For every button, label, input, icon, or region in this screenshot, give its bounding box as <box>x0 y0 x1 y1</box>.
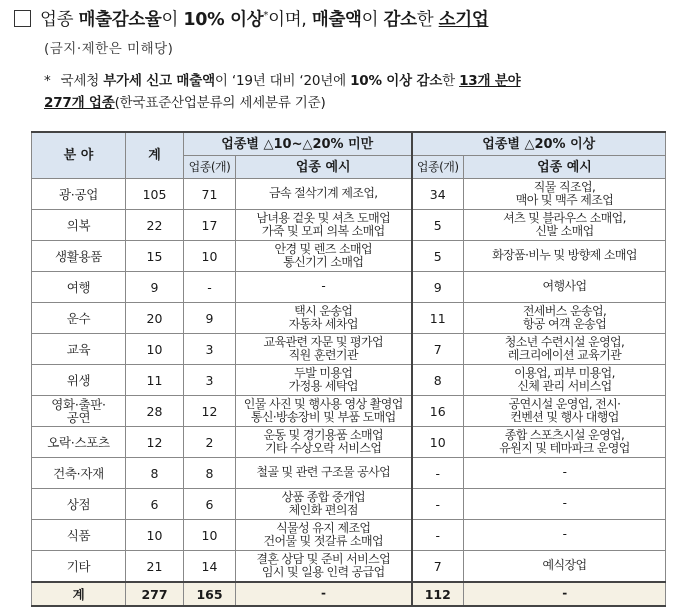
cell-e1: 결혼 상담 및 준비 서비스업 임시 및 일용 인력 공급업 <box>236 551 412 583</box>
cell-c1: 3 <box>184 334 236 365</box>
header-example-1: 업종 예시 <box>236 156 412 179</box>
section-heading <box>14 6 488 31</box>
cell-c1: 71 <box>184 179 236 210</box>
header-example-2: 업종 예시 <box>464 156 666 179</box>
cell-field: 상점 <box>32 489 126 520</box>
cell-total: 20 <box>126 303 184 334</box>
cell-c1: - <box>184 272 236 303</box>
cell-total: 10 <box>126 334 184 365</box>
cell-c1: 14 <box>184 551 236 583</box>
header-group-10-20: 업종별 △10~△20% 미만 <box>184 132 412 156</box>
cell-e2: 셔츠 및 블라우스 소매업, 신발 소매업 <box>464 210 666 241</box>
cell-field: 광·공업 <box>32 179 126 210</box>
cell-c1: 165 <box>184 582 236 606</box>
cell-e2: 청소년 수련시설 운영업, 레크리에이션 교육기관 <box>464 334 666 365</box>
table-row <box>32 272 666 303</box>
cell-e2: - <box>464 489 666 520</box>
cell-c1: 8 <box>184 458 236 489</box>
cell-c2: 9 <box>412 272 464 303</box>
cell-field: 여행 <box>32 272 126 303</box>
cell-c2: - <box>412 520 464 551</box>
table-total-row <box>32 582 666 606</box>
cell-field: 운수 <box>32 303 126 334</box>
table-row <box>32 396 666 427</box>
cell-field: 생활용품 <box>32 241 126 272</box>
cell-total: 22 <box>126 210 184 241</box>
header-count-2: 업종(개) <box>412 156 464 179</box>
cell-e1: 금속 절삭기계 제조업, <box>236 179 412 210</box>
cell-c2: 5 <box>412 241 464 272</box>
cell-field: 오락·스포츠 <box>32 427 126 458</box>
cell-field: 기타 <box>32 551 126 583</box>
cell-e1: 상품 종합 중개업 체인화 편의점 <box>236 489 412 520</box>
cell-total: 12 <box>126 427 184 458</box>
table-row <box>32 303 666 334</box>
cell-total: 8 <box>126 458 184 489</box>
cell-e2: 전세버스 운송업, 항공 여객 운송업 <box>464 303 666 334</box>
cell-c2: 11 <box>412 303 464 334</box>
cell-c2: 5 <box>412 210 464 241</box>
table-row <box>32 427 666 458</box>
cell-c1: 2 <box>184 427 236 458</box>
table-row <box>32 334 666 365</box>
subtitle: (금지·제한은 미해당) <box>44 41 174 57</box>
cell-e2: - <box>464 520 666 551</box>
cell-e1: 철골 및 관련 구조물 공사업 <box>236 458 412 489</box>
cell-c2: 7 <box>412 334 464 365</box>
cell-c1: 3 <box>184 365 236 396</box>
cell-total: 28 <box>126 396 184 427</box>
cell-e2: 화장품·비누 및 방향제 소매업 <box>464 241 666 272</box>
cell-total: 15 <box>126 241 184 272</box>
table-row <box>32 489 666 520</box>
checkbox-square-icon <box>14 10 31 27</box>
cell-c2: 10 <box>412 427 464 458</box>
cell-field: 건축·자재 <box>32 458 126 489</box>
cell-e1: 교육관련 자문 및 평가업 직원 훈련기관 <box>236 334 412 365</box>
cell-total: 6 <box>126 489 184 520</box>
cell-e1: 택시 운송업 자동차 세차업 <box>236 303 412 334</box>
footnote: * 국세청 부가세 신고 매출액이 ‘19년 대비 ‘20년에 10% 이상 감소한 13개 분야 277개 업종(한국표준산업분류의 세세분류 기준) <box>44 73 521 111</box>
industry-table <box>31 131 666 607</box>
cell-e2: 직물 직조업, 맥아 및 맥주 제조업 <box>464 179 666 210</box>
cell-c2: 16 <box>412 396 464 427</box>
cell-c2: 7 <box>412 551 464 583</box>
cell-c2: 34 <box>412 179 464 210</box>
cell-e1: - <box>236 272 412 303</box>
cell-c1: 12 <box>184 396 236 427</box>
header-field: 분 야 <box>32 132 126 179</box>
cell-total: 10 <box>126 520 184 551</box>
table-row <box>32 520 666 551</box>
table-row <box>32 210 666 241</box>
cell-e1: 운동 및 경기용품 소매업 기타 수상오락 서비스업 <box>236 427 412 458</box>
cell-c1: 10 <box>184 241 236 272</box>
cell-e1: 인물 사진 및 행사용 영상 촬영업 통신·방송장비 및 부품 도매업 <box>236 396 412 427</box>
table-row <box>32 179 666 210</box>
header-count-1: 업종(개) <box>184 156 236 179</box>
cell-c2: 8 <box>412 365 464 396</box>
cell-field: 교육 <box>32 334 126 365</box>
header-total: 계 <box>126 132 184 179</box>
cell-e2: 이용업, 피부 미용업, 신체 관리 서비스업 <box>464 365 666 396</box>
cell-c1: 6 <box>184 489 236 520</box>
table-row <box>32 458 666 489</box>
cell-c1: 9 <box>184 303 236 334</box>
cell-e2: 종합 스포츠시설 운영업, 유원지 및 테마파크 운영업 <box>464 427 666 458</box>
cell-c2: - <box>412 458 464 489</box>
title-text: 업종 매출감소율이 10% 이상*이며, 매출액이 감소한 소기업 <box>40 10 489 30</box>
cell-e1: 안경 및 렌즈 소매업 통신기기 소매업 <box>236 241 412 272</box>
cell-total: 277 <box>126 582 184 606</box>
cell-e2: 공연시설 운영업, 전시· 컨벤션 및 행사 대행업 <box>464 396 666 427</box>
cell-c1: 17 <box>184 210 236 241</box>
cell-total: 21 <box>126 551 184 583</box>
cell-field: 식품 <box>32 520 126 551</box>
cell-field: 위생 <box>32 365 126 396</box>
table-row <box>32 551 666 583</box>
cell-field: 영화·출판· 공연 <box>32 396 126 427</box>
cell-c1: 10 <box>184 520 236 551</box>
table-row <box>32 365 666 396</box>
cell-total: 105 <box>126 179 184 210</box>
cell-e1: - <box>236 582 412 606</box>
header-group-20-plus: 업종별 △20% 이상 <box>412 132 666 156</box>
cell-e1: 남녀용 겉옷 및 셔츠 도매업 가죽 및 모피 의복 소매업 <box>236 210 412 241</box>
cell-e2: - <box>464 458 666 489</box>
cell-e2: 여행사업 <box>464 272 666 303</box>
cell-total: 11 <box>126 365 184 396</box>
table-row <box>32 241 666 272</box>
cell-c2: - <box>412 489 464 520</box>
cell-e2: - <box>464 582 666 606</box>
cell-field: 계 <box>32 582 126 606</box>
cell-e2: 예식장업 <box>464 551 666 583</box>
cell-e1: 두발 미용업 가정용 세탁업 <box>236 365 412 396</box>
cell-total: 9 <box>126 272 184 303</box>
cell-c2: 112 <box>412 582 464 606</box>
cell-e1: 식물성 유지 제조업 건어물 및 젓갈류 소매업 <box>236 520 412 551</box>
cell-field: 의복 <box>32 210 126 241</box>
